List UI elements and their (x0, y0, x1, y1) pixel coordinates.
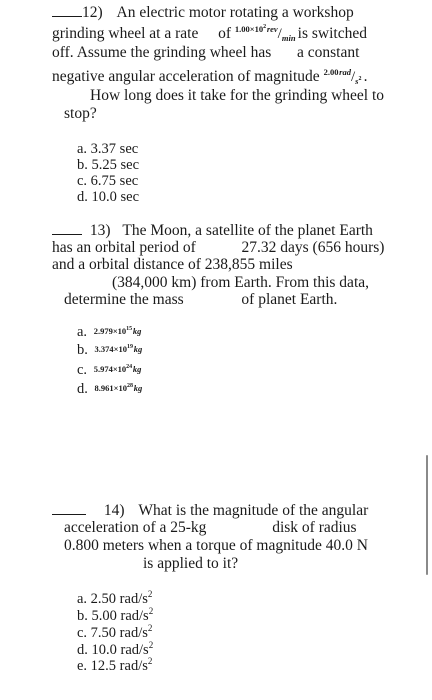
answer-blank-13[interactable] (52, 220, 82, 235)
option-14-a[interactable]: a. 2.50 rad/$s^2$ (77, 589, 153, 607)
option-14-c[interactable]: c. 7.50 rad/$s^2$ (77, 623, 153, 641)
question-13-number: 13) (89, 222, 111, 239)
question-12-number: 12) (82, 4, 103, 21)
question-14-line-3: 0.800 meters when a torque of magnitude 40.0 N (64, 537, 368, 554)
answer-blank-12[interactable] (52, 2, 82, 17)
question-12-line-1: An electric motor rotating a workshop (116, 4, 354, 21)
option-14-d[interactable]: d. 10.0 rad/$s^2$ (77, 640, 154, 658)
rotation-rate-expression: $1.00\times 10^2$ rev/min (234, 24, 296, 43)
question-13-line-4: (384,000 km) from Earth. From this data, (112, 274, 369, 291)
answer-blank-14[interactable] (52, 500, 86, 515)
question-12-line-4: negative angular acceleration of magnitude 2.00 rad/$s^2$ . (52, 67, 368, 86)
question-13-line-5: determine the mass of planet Earth. (64, 291, 338, 308)
option-13-d[interactable]: d. $8.961\times 10^{28}$ kg (77, 381, 143, 397)
question-13-header (52, 220, 373, 240)
question-12-line-2b: of (218, 25, 231, 42)
vertical-scrollbar[interactable] (426, 455, 428, 575)
question-12-line-2c: is switched (297, 25, 367, 42)
angular-acceleration-expression: 2.00 rad/$s^2$ (323, 67, 362, 86)
question-14-number: 14) (103, 502, 125, 519)
option-12-c[interactable]: c. 6.75 sec (77, 173, 139, 189)
option-13-b[interactable]: b. $3.374\times 10^{19}$ kg (77, 342, 143, 358)
question-12-line-5: How long does it take for the grinding wheel to (90, 87, 385, 104)
question-12-header (52, 2, 354, 22)
question-13-line-2: has an orbital period of 27.32 days (656 hours) (52, 239, 385, 256)
option-12-b[interactable]: b. 5.25 sec (77, 157, 140, 173)
option-12-d[interactable]: d. 10.0 sec (77, 189, 140, 205)
question-12-line-2a: grinding wheel at a rate (52, 25, 199, 42)
question-14-line-1: What is the magnitude of the angular (138, 502, 369, 519)
option-13-c[interactable]: c. $5.974\times 10^{24}$ kg (77, 362, 142, 378)
question-13-line-3: and a orbital distance of 238,855 miles (52, 256, 293, 273)
question-14-header (52, 500, 368, 520)
option-14-e[interactable]: e. 12.5 rad/$s^2$ (77, 656, 153, 674)
question-13-line-1: The Moon, a satellite of the planet Earth (122, 222, 373, 239)
option-14-b[interactable]: b. 5.00 rad/$s^2$ (77, 606, 154, 624)
question-12-line-6: stop? (64, 105, 97, 122)
question-12-line-2 (52, 24, 382, 45)
question-12-line-3: off. Assume the grinding wheel has a constant (52, 44, 360, 61)
question-14-line-2: acceleration of a 25-kg disk of radius (64, 519, 357, 536)
question-14-line-4: is applied to it? (143, 555, 239, 572)
option-12-a[interactable]: a. 3.37 sec (77, 141, 139, 157)
option-13-a[interactable]: a. $2.979\times 10^{15}$ kg (77, 324, 142, 340)
